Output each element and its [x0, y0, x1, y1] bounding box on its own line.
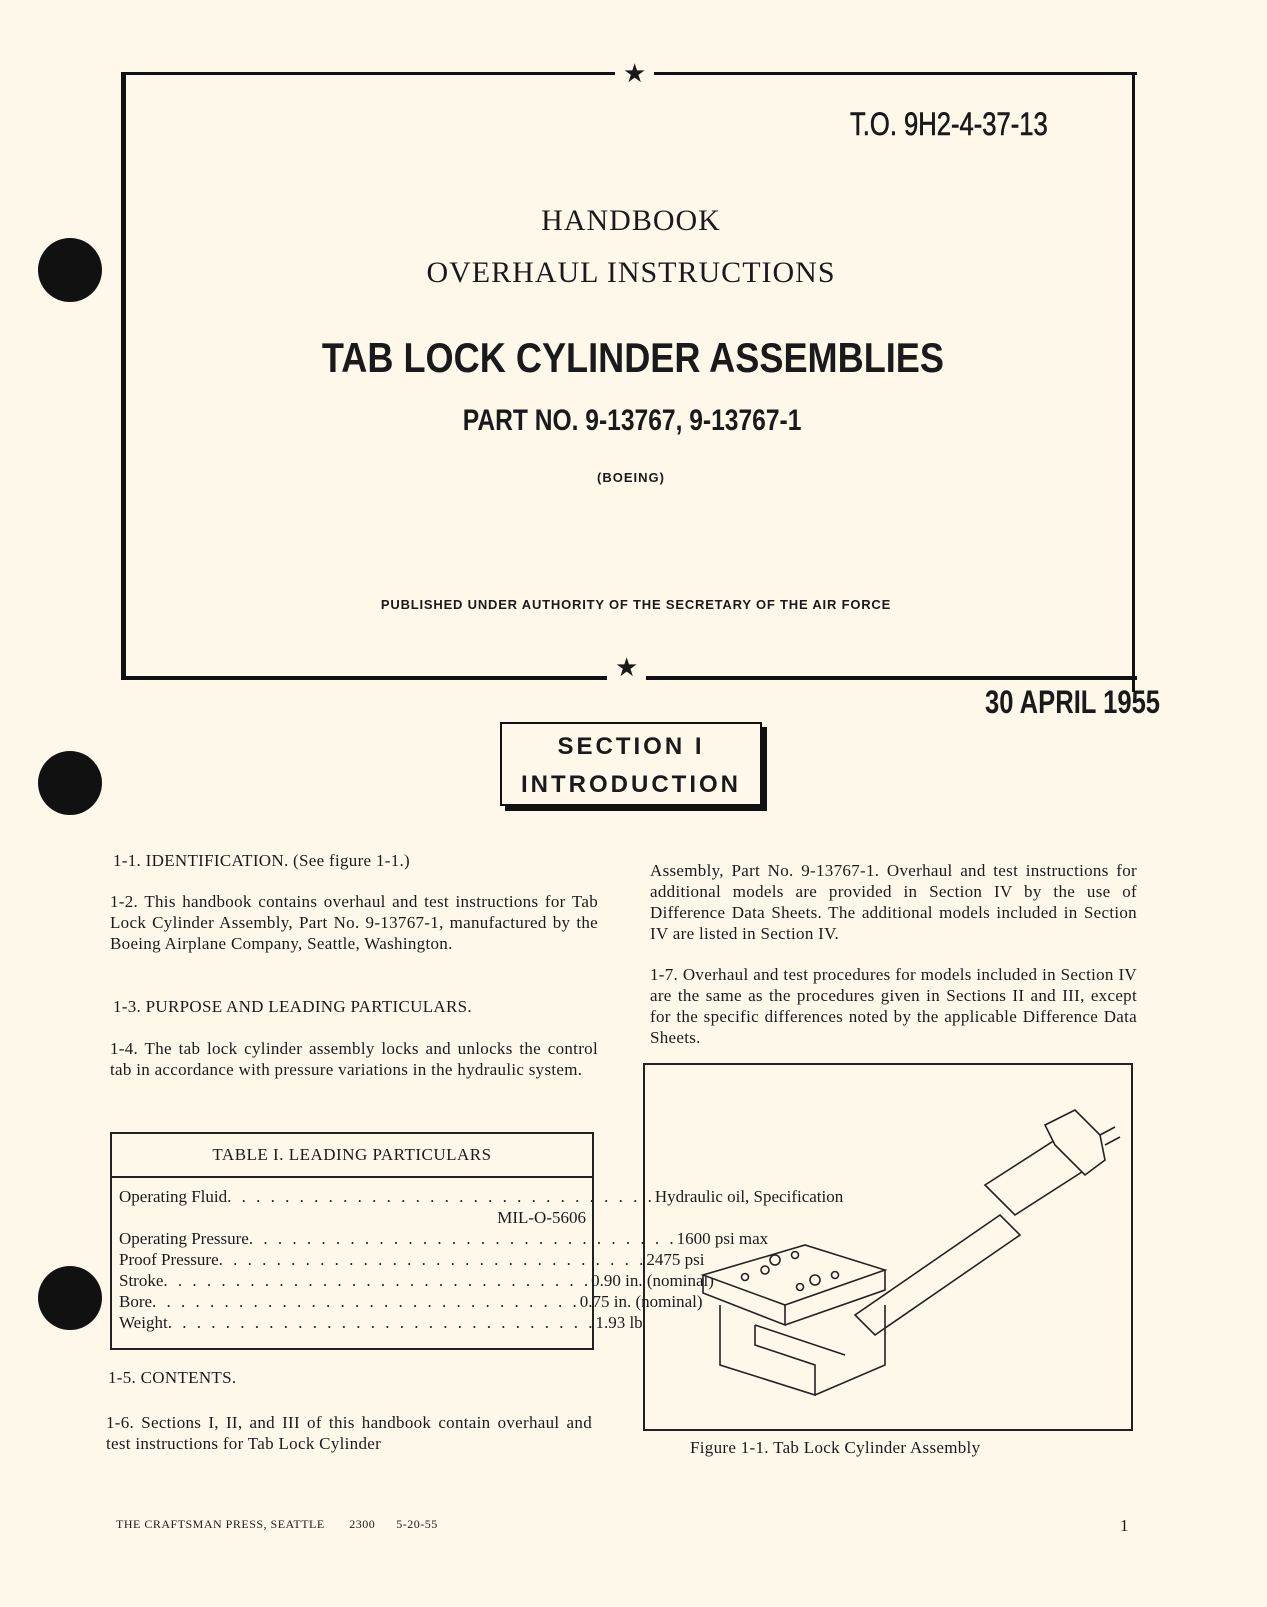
tab-lock-cylinder-illustration — [645, 1065, 1131, 1429]
leader-dots — [119, 1207, 497, 1228]
leader-dots: . . . . . . . . . . . . . . . . . . . . . . . . . . . . . . — [227, 1187, 655, 1206]
para-1-3: 1-3. PURPOSE AND LEADING PARTICULARS. — [113, 997, 472, 1016]
star-icon: ★ — [607, 655, 646, 681]
section-number: SECTION I — [557, 733, 705, 760]
row-value: 0.75 in. (nominal) — [579, 1292, 703, 1311]
doc-subtitle: OVERHAUL INSTRUCTIONS — [426, 256, 836, 289]
doc-type: HANDBOOK — [541, 204, 721, 237]
para-1-6-cont: Assembly, Part No. 9-13767-1. Overhaul and test instructions for additional models are provided in Section IV by the use of Difference Data Sheets. The additional models included in Section IV are listed in Section IV. — [650, 861, 1137, 943]
leader-dots: . . . . . . . . . . . . . . . . . . . . . . . . . . . . . . — [163, 1271, 592, 1290]
part-number: PART NO. 9-13767, 9-13767-1 — [462, 404, 802, 437]
row-value: 2475 psi — [646, 1250, 705, 1269]
row-label: Stroke — [119, 1271, 164, 1290]
para-1-5: 1-5. CONTENTS. — [108, 1368, 237, 1387]
row-value: Hydraulic oil, Specification — [654, 1187, 844, 1206]
table-row — [112, 1312, 643, 1333]
section-heading — [500, 722, 762, 806]
para-1-7: 1-7. Overhaul and test procedures for models included in Section IV are the same as the procedures given in Sections II and III, except for the specific differences noted by the applicable Difference Data Sheets. — [650, 965, 1137, 1047]
row-label: Operating Pressure — [119, 1229, 249, 1248]
row-label: Operating Fluid — [119, 1187, 228, 1206]
publish-date: 30 APRIL 1955 — [985, 684, 1161, 720]
page-number: 1 — [1120, 1516, 1129, 1535]
binder-hole — [38, 751, 102, 815]
printer-name: THE CRAFTSMAN PRESS, SEATTLE — [116, 1517, 325, 1531]
row-value: MIL-O-5606 — [497, 1208, 586, 1227]
para-1-4: 1-4. The tab lock cylinder assembly locks and unlocks the control tab in accordance with pressure variations in the hydraulic system. — [110, 1039, 598, 1079]
manufacturer: (BOEING) — [597, 470, 665, 485]
row-label: Bore — [119, 1292, 153, 1311]
figure-1-1 — [643, 1063, 1133, 1431]
table-row — [112, 1186, 844, 1207]
to-number: T.O. 9H2-4-37-13 — [850, 106, 1048, 142]
table-row — [112, 1291, 703, 1312]
row-value: 1.93 lb — [595, 1313, 643, 1332]
row-value: 0.90 in. (nominal) — [591, 1271, 714, 1290]
section-name: INTRODUCTION — [521, 771, 741, 798]
figure-caption: Figure 1-1. Tab Lock Cylinder Assembly — [690, 1438, 981, 1457]
star-icon: ★ — [615, 61, 654, 87]
table-row — [112, 1249, 705, 1270]
table-row — [112, 1207, 592, 1228]
doc-title: TAB LOCK CYLINDER ASSEMBLIES — [321, 334, 944, 381]
para-1-6: 1-6. Sections I, II, and III of this handbook contain overhaul and test instructions for Tab Lock Cylinder — [106, 1413, 592, 1453]
table-title: TABLE I. LEADING PARTICULARS — [112, 1134, 592, 1178]
leader-dots: . . . . . . . . . . . . . . . . . . . . . . . . . . . . . . — [152, 1292, 580, 1311]
leading-particulars-table — [110, 1132, 844, 1350]
row-value: 1600 psi max — [676, 1229, 769, 1248]
print-date: 5-20-55 — [396, 1517, 438, 1531]
para-1-1: 1-1. IDENTIFICATION. (See figure 1-1.) — [113, 851, 411, 870]
leader-dots: . . . . . . . . . . . . . . . . . . . . . . . . . . . . . . — [167, 1313, 596, 1332]
leader-dots: . . . . . . . . . . . . . . . . . . . . . . . . . . . . . . — [218, 1250, 647, 1269]
authority-line: PUBLISHED UNDER AUTHORITY OF THE SECRETARY OF THE AIR FORCE — [380, 597, 892, 612]
leader-dots: . . . . . . . . . . . . . . . . . . . . . . . . . . . . . . — [248, 1229, 677, 1248]
print-code: 2300 — [349, 1517, 376, 1531]
binder-hole — [38, 1266, 102, 1330]
para-1-2: 1-2. This handbook contains overhaul and test instructions for Tab Lock Cylinder Assembly, Part No. 9-13767-1, manufactured by the Boeing Airplane Company, Seattle, Washington. — [110, 892, 598, 953]
row-label: Weight — [119, 1313, 168, 1332]
table-row — [112, 1228, 769, 1249]
row-label: Proof Pressure — [119, 1250, 219, 1269]
printer-line — [116, 1517, 438, 1532]
table-row — [112, 1270, 714, 1291]
